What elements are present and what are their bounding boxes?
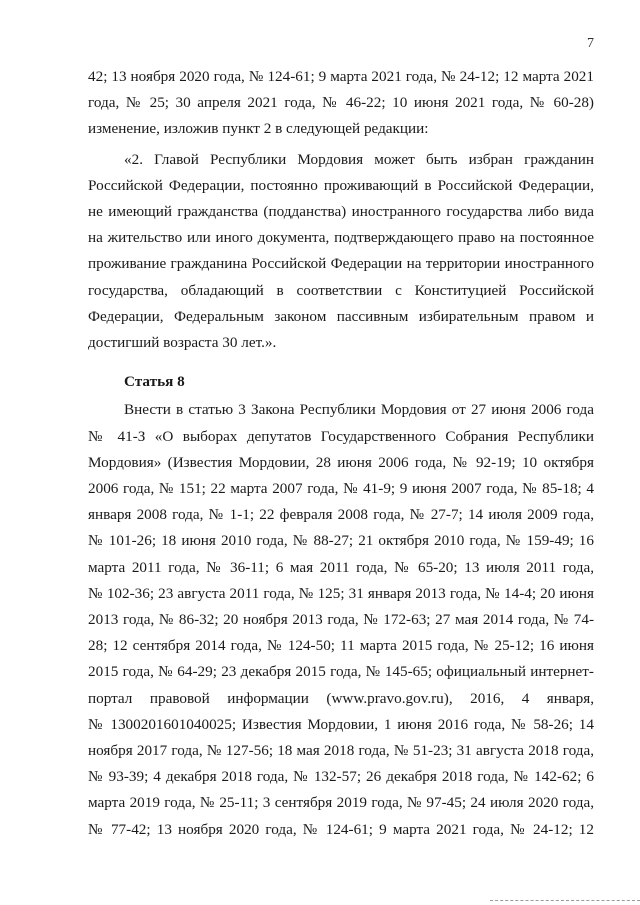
text-line: 42; 13 ноября 2020 года, № 124-61; 9 марта 2021 года, № 24-12; 12 марта 2021: [88, 68, 594, 85]
text-line: 2015 года, № 64-29; 23 декабря 2015 года, № 145-65; официальный интернет-: [88, 663, 594, 681]
text-line: 28; 12 сентября 2014 года, № 124-50; 11 марта 2015 года, № 25-12; 16 июня: [88, 637, 594, 655]
text-line: Российской Федерации, постоянно проживающий в Российской Федерации,: [88, 176, 594, 194]
page-number: 7: [587, 36, 594, 51]
intro-paragraph: [88, 64, 594, 143]
text-line: Внести в статью 3 Закона Республики Мордовия от 27 июня 2006 года: [124, 401, 594, 419]
text-line: проживание гражданина Российской Федерации на территории иностранного: [88, 255, 594, 273]
text-line: января 2008 года, № 1-1; 22 февраля 2008 года, № 27-7; 14 июля 2009 года,: [88, 506, 594, 524]
text-line: «2. Главой Республики Мордовия может быть избран гражданин: [124, 150, 594, 168]
text-line: на жительство или иного документа, подтверждающего право на постоянное: [88, 229, 594, 247]
text-line: достигший возраста 30 лет.».: [88, 334, 277, 352]
text-line: 2013 года, № 86-32; 20 ноября 2013 года, № 172-63; 27 мая 2014 года, № 74-: [88, 611, 594, 629]
quoted-paragraph: [88, 147, 594, 357]
text-line: № 77-42; 13 ноября 2020 года, № 124-61; 9 марта 2021 года, № 24-12; 12: [88, 820, 594, 838]
text-line: Федерации, Федеральным законом пассивным избирательным правом и: [88, 307, 594, 325]
text-line: 2006 года, № 151; 22 марта 2007 года, № 41-9; 9 июня 2007 года, № 85-18; 4: [88, 480, 594, 498]
document-body: [88, 64, 594, 843]
text-line: ноября 2017 года, № 127-56; 18 мая 2018 года, № 51-23; 31 августа 2018 года,: [88, 742, 594, 760]
footer-rule: [490, 900, 640, 901]
text-line: государства, обладающий в соответствии с Конституцией Российской: [88, 281, 594, 299]
text-line: марта 2019 года, № 25-11; 3 сентября 2019 года, № 97-45; 24 июля 2020 года,: [88, 794, 594, 812]
text-line: № 101-26; 18 июня 2010 года, № 88-27; 21 октября 2010 года, № 159-49; 16: [88, 532, 594, 550]
article-paragraph: [88, 397, 594, 842]
text-line: не имеющий гражданства (подданства) иностранного государства либо вида: [88, 203, 594, 221]
text-line: Мордовия» (Известия Мордовии, 28 июня 2006 года, № 92-19; 10 октября: [88, 453, 594, 471]
text-line: изменение, изложив пункт 2 в следующей редакции:: [88, 120, 429, 138]
text-line: марта 2011 года, № 36-11; 6 мая 2011 года, № 65-20; 13 июля 2011 года,: [88, 558, 594, 576]
text-line: № 93-39; 4 декабря 2018 года, № 132-57; 26 декабря 2018 года, № 142-62; 6: [88, 768, 594, 786]
text-line: № 102-36; 23 августа 2011 года, № 125; 31 января 2013 года, № 14-4; 20 июня: [88, 584, 594, 602]
text-line: № 41-З «О выборах депутатов Государственного Собрания Республики: [88, 427, 594, 445]
text-line: № 1300201601040025; Известия Мордовии, 1 июня 2016 года, № 58-26; 14: [88, 715, 594, 733]
text-line: года, № 25; 30 апреля 2021 года, № 46-22; 10 июня 2021 года, № 60-28): [88, 94, 594, 112]
text-line: портал правовой информации (www.pravo.gov.ru), 2016, 4 января,: [88, 689, 594, 707]
article-heading: Статья 8: [124, 373, 185, 391]
